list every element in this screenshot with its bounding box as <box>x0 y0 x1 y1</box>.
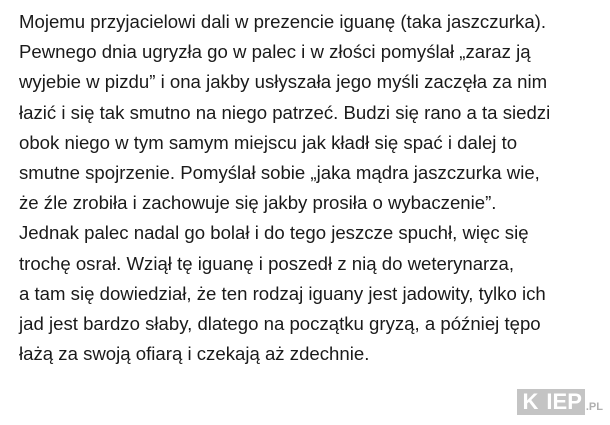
story-line: że źle zrobiła i zachowuje się jakby prosiła o wybaczenie”. <box>19 192 497 214</box>
story-line: smutne spojrzenie. Pomyślał sobie „jaka mądra jaszczurka wie, <box>19 162 540 184</box>
story-line: Pewnego dnia ugryzła go w palec i w złości pomyślał „zaraz ją <box>19 41 531 63</box>
story-line: łażą za swoją ofiarą i czekają aż zdechnie. <box>19 343 370 365</box>
story-line: jad jest bardzo słaby, dlatego na początku gryzą, a później tępo <box>19 313 541 335</box>
story-line: obok niego w tym samym miejscu jak kładł się spać i dalej to <box>19 131 518 153</box>
story-line: łazić i się tak smutno na niego patrzeć. Budzi się rano a ta siedzi <box>19 101 551 123</box>
story-line: Jednak palec nadal go bolał i do tego jeszcze spuchł, więc się <box>19 222 529 244</box>
story-line: Mojemu przyjacielowi dali w prezencie iguanę (taka jaszczurka). <box>19 11 547 32</box>
story-line: wyjebie w pizdu” i ona jakby usłyszała jego myśli zaczęła za nim <box>19 71 548 93</box>
kiep-watermark-logo <box>517 388 603 416</box>
watermark-pl: .PL <box>585 401 603 413</box>
story-line: trochę osrał. Wziął tę iguanę i poszedł z nią do weterynarza, <box>19 252 515 274</box>
watermark-k: K <box>517 389 543 415</box>
watermark-iep: IEP <box>543 389 584 415</box>
story-text <box>19 7 604 369</box>
story-line: a tam się dowiedział, że ten rodzaj iguany jest jadowity, tylko ich <box>19 282 546 304</box>
